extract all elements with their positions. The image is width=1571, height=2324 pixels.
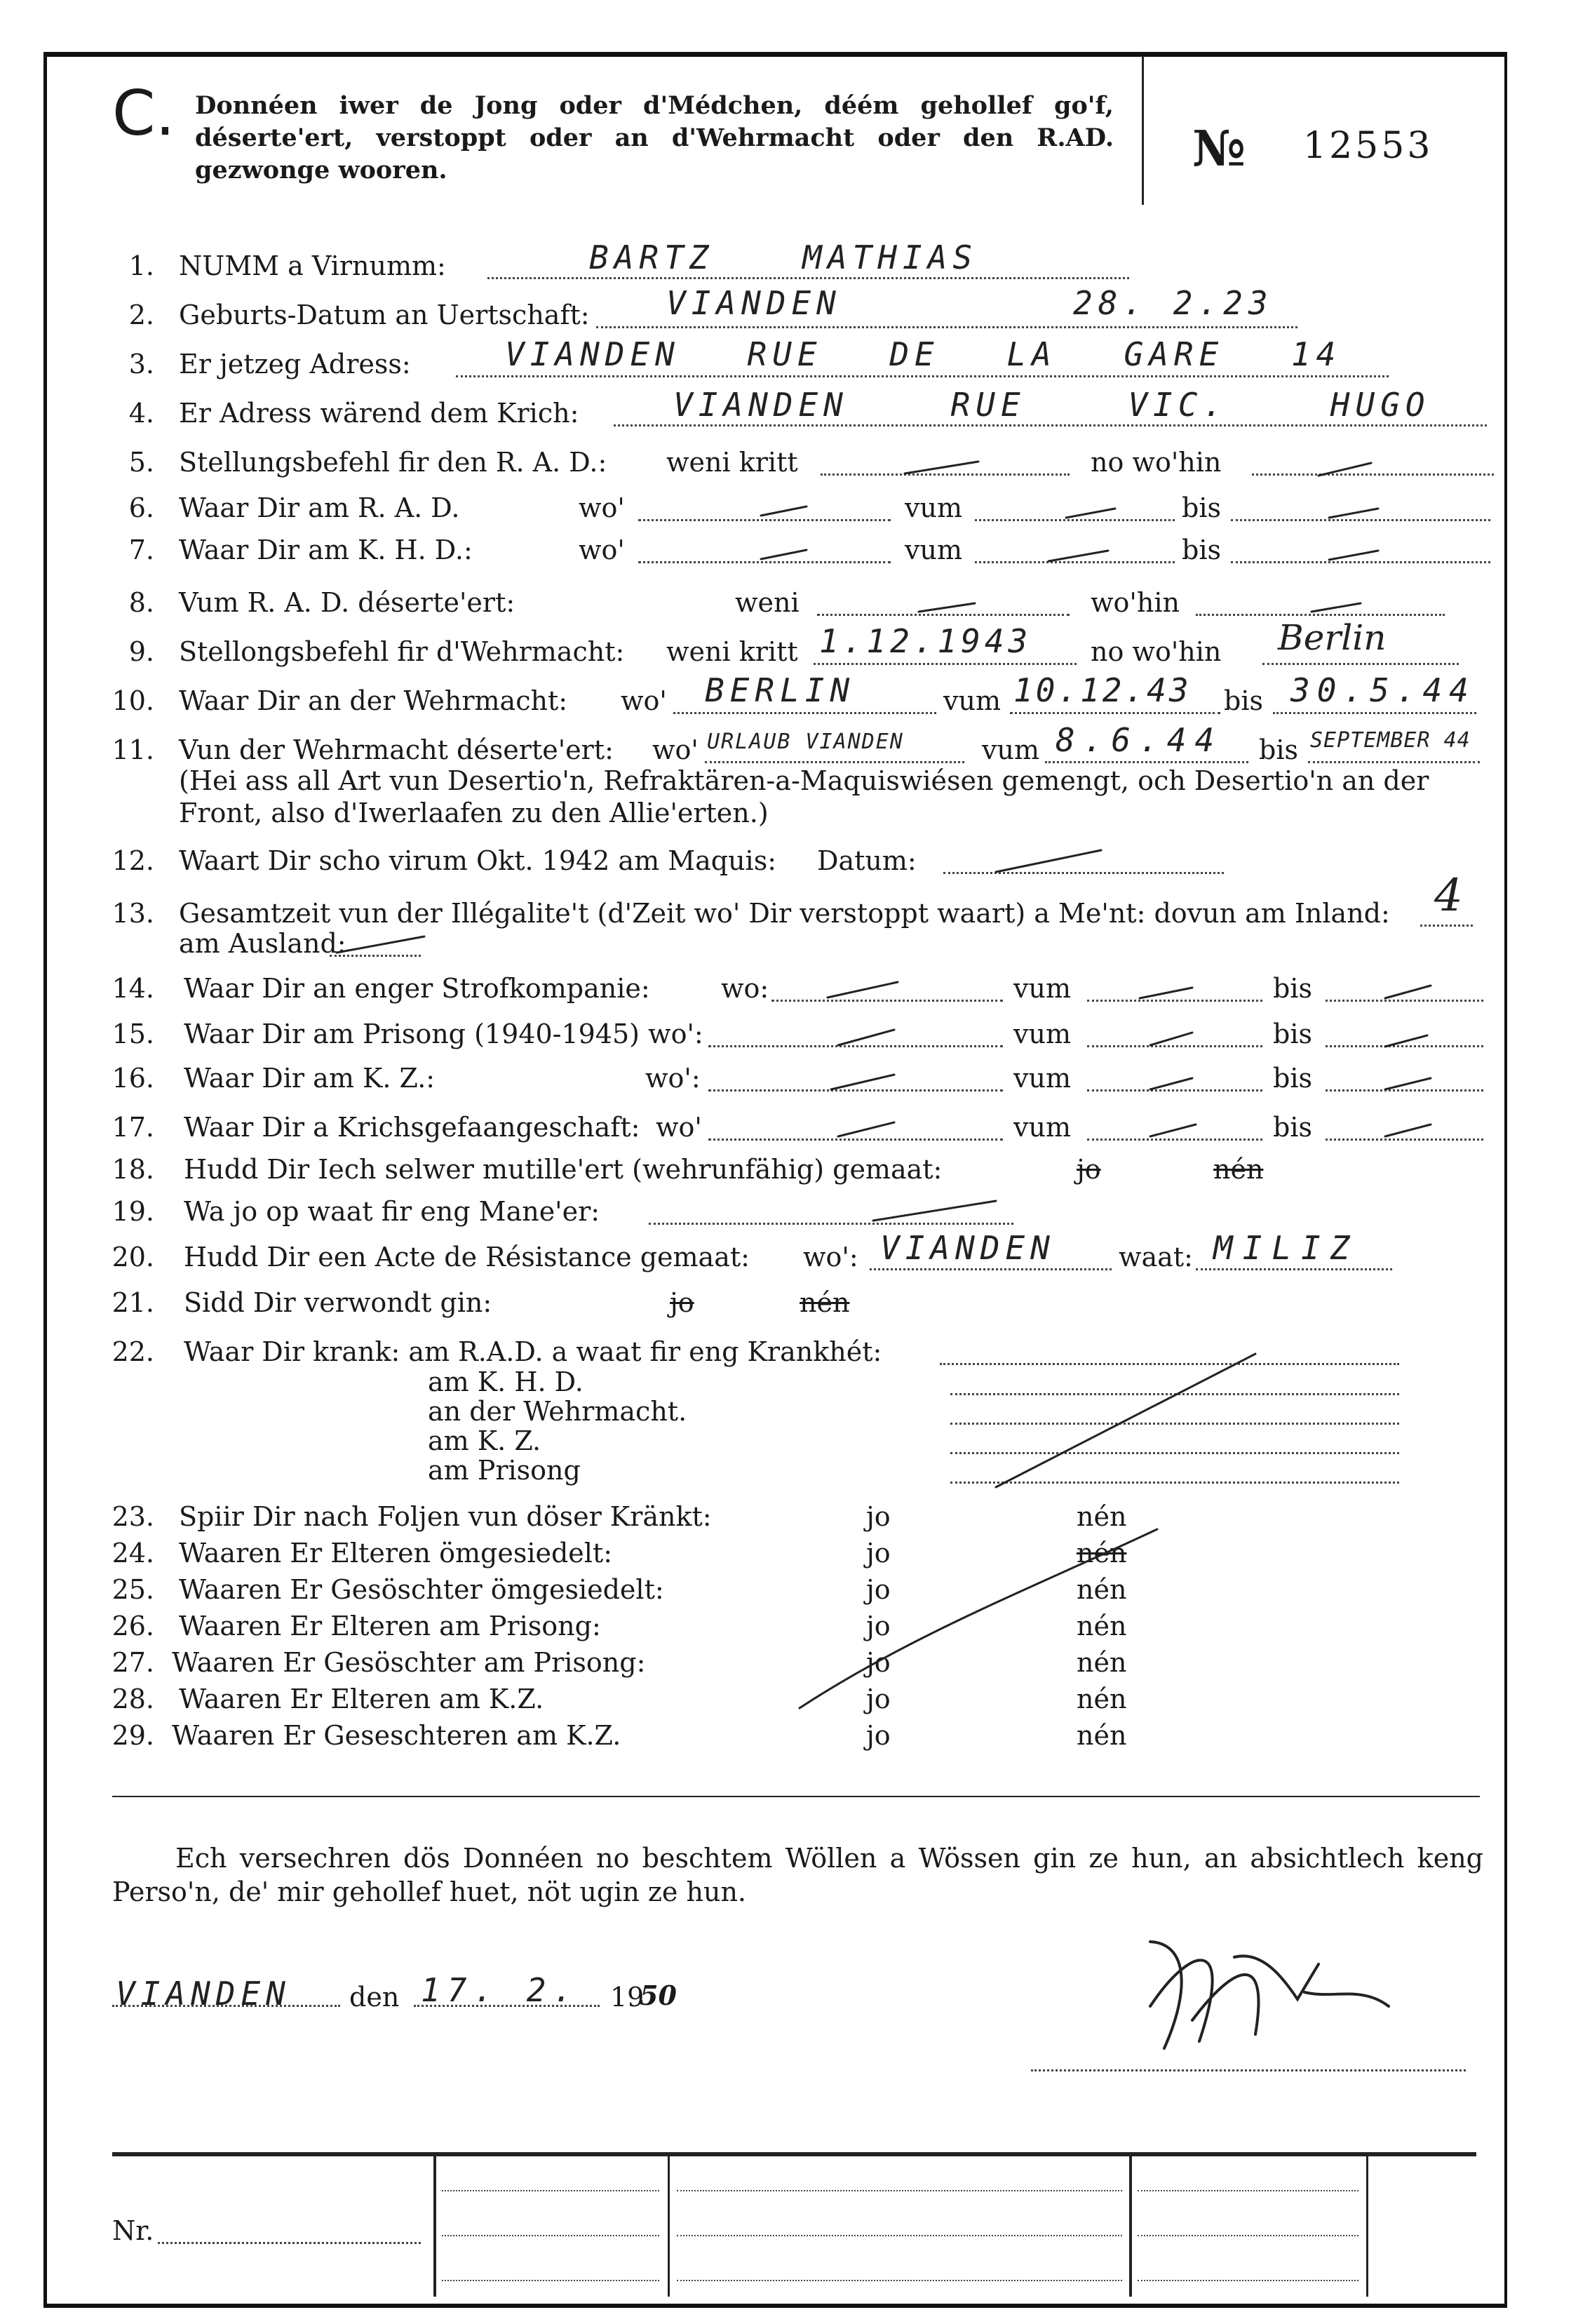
q22-label: Waar Dir krank: am R.A.D. a waat fir eng Krankhét: — [184, 1336, 882, 1367]
q3-answer: VIANDEN RUE DE LA GARE 14 — [505, 335, 1342, 373]
q23-label: Spiir Dir nach Foljen vun döser Kränkt: — [179, 1501, 712, 1532]
q9-field-when: weni kritt — [666, 636, 798, 667]
number-symbol: № — [1192, 119, 1246, 177]
q17-label: Waar Dir a Krichsgefaangeschaft: — [184, 1112, 640, 1143]
q27-nen: nén — [1077, 1647, 1127, 1678]
q27-jo: jo — [866, 1647, 891, 1678]
q5-dash — [1319, 463, 1371, 476]
q15-number: 15. — [112, 1019, 154, 1049]
q17-dash — [838, 1122, 894, 1136]
q16-label: Waar Dir am K. Z.: — [184, 1063, 436, 1094]
q25-label: Waaren Er Gesöschter ömgesiedelt: — [179, 1574, 664, 1605]
q15-field-to: bis — [1273, 1019, 1312, 1049]
q25-number: 25. — [112, 1574, 154, 1605]
q14-number: 14. — [112, 973, 154, 1004]
signature-year-suffix: 50 — [640, 1980, 677, 2011]
q2-answer-place: VIANDEN — [666, 284, 842, 322]
q16-field-where: wo': — [645, 1063, 701, 1094]
q21-label: Sidd Dir verwondt gin: — [184, 1287, 492, 1318]
q13-number: 13. — [112, 898, 154, 929]
q20-field-where: wo': — [803, 1242, 858, 1272]
q23-nen: nén — [1077, 1501, 1127, 1532]
q16-field-to: bis — [1273, 1063, 1312, 1094]
q1-answer: BARTZ MATHIAS — [589, 239, 978, 276]
q24-label: Waaren Er Elteren ömgesiedelt: — [179, 1538, 613, 1569]
q9-answer-place: Berlin — [1278, 617, 1387, 658]
q8-dash — [1312, 603, 1361, 612]
q17-dash — [1385, 1124, 1431, 1136]
q25-jo: jo — [866, 1574, 891, 1605]
q3-number: 3. — [128, 349, 154, 380]
q12-dash — [996, 850, 1101, 872]
q27-number: 27. — [112, 1647, 154, 1678]
q7-dash — [1329, 551, 1378, 560]
q7-field-to: bis — [1182, 535, 1221, 565]
q18-label: Hudd Dir Iech selwer mutille'ert (wehrunfähig) gemaat: — [184, 1154, 943, 1185]
q28-label: Waaren Er Elteren am K.Z. — [179, 1684, 544, 1714]
form-number: 12553 — [1303, 125, 1434, 167]
q21-number: 21. — [112, 1287, 154, 1318]
q1-label: NUMM a Virnumm: — [179, 250, 446, 281]
q22-sub-khd: am K. H. D. — [428, 1366, 584, 1397]
q18-number: 18. — [112, 1154, 154, 1185]
q26-jo: jo — [866, 1611, 891, 1641]
section-letter: C. — [112, 77, 175, 149]
q15-field-from: vum — [1013, 1019, 1071, 1049]
q24-nen: nén — [1077, 1538, 1127, 1569]
q10-answer-where: BERLIN — [705, 671, 856, 709]
q4-answer: VIANDEN RUE VIC. HUGO — [673, 386, 1431, 424]
q6-field-to: bis — [1182, 492, 1221, 523]
q15-label: Waar Dir am Prisong (1940-1945) wo': — [184, 1019, 703, 1049]
q24-jo: jo — [866, 1538, 891, 1569]
q16-number: 16. — [112, 1063, 154, 1094]
q8-field-when: weni — [735, 587, 800, 618]
q8-number: 8. — [128, 587, 154, 618]
q8-label: Vum R. A. D. déserte'ert: — [179, 587, 515, 618]
q9-label: Stellongsbefehl fir d'Wehrmacht: — [179, 636, 625, 667]
q29-nen: nén — [1077, 1720, 1127, 1751]
q18-nen: nén — [1213, 1154, 1264, 1185]
q6-dash — [1329, 509, 1378, 518]
q28-jo: jo — [866, 1684, 891, 1714]
q7-label: Waar Dir am K. H. D.: — [179, 535, 473, 565]
q11-field-to: bis — [1259, 734, 1298, 765]
declaration-text: Ech versechren dös Donnéen no beschtem Wöllen a Wössen gin ze hun, an absichtlech keng Perso'n, de' mir gehollef huet, nöt ugin ze hun. — [112, 1843, 1483, 1907]
q17-field-where: wo' — [656, 1112, 702, 1143]
q6-dash — [1066, 509, 1115, 518]
q11-answer-from: 8.6.44 — [1056, 721, 1223, 759]
q2-answer-date: 28. 2.23 — [1073, 284, 1274, 322]
q14-field-where: wo: — [721, 973, 769, 1004]
q6-number: 6. — [128, 492, 154, 523]
q19-label: Wa jo op waat fir eng Mane'er: — [184, 1196, 600, 1227]
q15-dash — [1385, 1035, 1427, 1047]
q11-label: Vun der Wehrmacht déserte'ert: — [179, 734, 614, 765]
q6-field-where: wo' — [579, 492, 625, 523]
q7-field-from: vum — [905, 535, 962, 565]
q4-number: 4. — [128, 398, 154, 429]
q10-field-to: bis — [1224, 685, 1263, 716]
q10-answer-to: 30.5.44 — [1290, 671, 1476, 709]
q5-dash — [905, 462, 978, 473]
q28-number: 28. — [112, 1684, 154, 1714]
q22-cross — [996, 1354, 1255, 1487]
q11-note: (Hei ass all Art vun Desertio'n, Refraktären-a-Maquiswiésen gemengt, och Desertio'n an der Front, also d'Iwerlaafen zu den Allie'erten.) — [179, 765, 1429, 828]
q27-label: Waaren Er Gesöschter am Prisong: — [172, 1647, 646, 1678]
q6-label: Waar Dir am R. A. D. — [179, 492, 460, 523]
q7-field-where: wo' — [579, 535, 625, 565]
q6-dash — [761, 506, 807, 516]
q14-dash — [828, 982, 898, 998]
signature-place: VIANDEN — [116, 1975, 291, 2013]
q11-field-from: vum — [982, 734, 1039, 765]
signature-year-prefix: 19 — [610, 1982, 645, 2013]
q17-field-from: vum — [1013, 1112, 1071, 1143]
q10-field-from: vum — [943, 685, 1001, 716]
q25-nen: nén — [1077, 1574, 1127, 1605]
q6-field-from: vum — [905, 492, 962, 523]
q7-dash — [761, 550, 807, 559]
q29-jo: jo — [866, 1720, 891, 1751]
q10-field-where: wo' — [621, 685, 667, 716]
q2-number: 2. — [128, 300, 154, 330]
q20-answer-where: VIANDEN — [880, 1229, 1056, 1267]
q10-label: Waar Dir an der Wehrmacht: — [179, 685, 568, 716]
q16-dash — [1385, 1078, 1431, 1089]
q16-dash — [831, 1075, 894, 1089]
signature-den: den — [349, 1982, 400, 2013]
q12-label: Waart Dir scho virum Okt. 1942 am Maquis: — [179, 845, 777, 876]
form-heading: Donnéen iwer de Jong oder d'Médchen, déém gehollef go'f, déserte'ert, verstoppt oder an d'Wehrmacht oder den R.AD. gezwonge wooren. — [195, 91, 1114, 184]
q20-label: Hudd Dir een Acte de Résistance gemaat: — [184, 1242, 750, 1272]
q19-number: 19. — [112, 1196, 154, 1227]
q21-jo: jo — [670, 1287, 694, 1318]
q22-sub-prisong: am Prisong — [428, 1455, 581, 1486]
signature-scribble — [1150, 1942, 1389, 2048]
q16-dash — [1150, 1078, 1192, 1089]
q13-answer-inland: 4 — [1434, 870, 1463, 922]
q1-number: 1. — [128, 250, 154, 281]
q5-field-where: no wo'hin — [1091, 447, 1222, 478]
q20-number: 20. — [112, 1242, 154, 1272]
q15-dash — [1150, 1033, 1192, 1045]
footer-nr-label: Nr. — [112, 2215, 154, 2246]
q15-dash — [838, 1030, 894, 1045]
q5-field-when: weni kritt — [666, 447, 798, 478]
q29-label: Waaren Er Geseschteren am K.Z. — [172, 1720, 621, 1751]
q23-jo: jo — [866, 1501, 891, 1532]
q13-label: Gesamtzeit vun der Illégalite't (d'Zeit wo' Dir verstoppt waart) a Me'nt: dovun am Inland: — [179, 898, 1390, 929]
q26-label: Waaren Er Elteren am Prisong: — [179, 1611, 601, 1641]
q26-number: 26. — [112, 1611, 154, 1641]
q24-number: 24. — [112, 1538, 154, 1569]
q11-number: 11. — [112, 734, 154, 765]
q14-field-from: vum — [1013, 973, 1071, 1004]
q21-nen: nén — [800, 1287, 850, 1318]
q7-dash — [1049, 551, 1108, 561]
q11-field-where: wo' — [652, 734, 699, 765]
q22-sub-wehrmacht: an der Wehrmacht. — [428, 1396, 687, 1427]
q9-field-where: no wo'hin — [1091, 636, 1222, 667]
q10-number: 10. — [112, 685, 154, 716]
q9-answer-date: 1.12.1943 — [819, 622, 1032, 660]
q13-label-ausland: am Ausland: — [179, 928, 346, 959]
q23-number: 23. — [112, 1501, 154, 1532]
q11-answer-where: URLAUB VIANDEN — [707, 730, 904, 754]
q17-number: 17. — [112, 1112, 154, 1143]
q12-number: 12. — [112, 845, 154, 876]
q14-dash — [1385, 986, 1431, 998]
q16-field-from: vum — [1013, 1063, 1071, 1094]
q20-field-what: waat: — [1119, 1242, 1193, 1272]
q17-field-to: bis — [1273, 1112, 1312, 1143]
q28-nen: nén — [1077, 1684, 1127, 1714]
q26-nen: nén — [1077, 1611, 1127, 1641]
q4-label: Er Adress wärend dem Krich: — [179, 398, 579, 429]
q2-label: Geburts-Datum an Uertschaft: — [179, 300, 590, 330]
q24-29-cross — [800, 1529, 1157, 1708]
q17-dash — [1150, 1124, 1196, 1136]
q7-number: 7. — [128, 535, 154, 565]
q12-field-date: Datum: — [817, 845, 917, 876]
q22-sub-kz: am K. Z. — [428, 1425, 541, 1456]
q14-label: Waar Dir an enger Strofkompanie: — [184, 973, 650, 1004]
q8-field-where: wo'hin — [1091, 587, 1180, 618]
q5-label: Stellungsbefehl fir den R. A. D.: — [179, 447, 607, 478]
q5-number: 5. — [128, 447, 154, 478]
q19-dash — [873, 1201, 996, 1221]
q20-answer-what: MILIZ — [1213, 1229, 1360, 1267]
q22-number: 22. — [112, 1336, 154, 1367]
q10-answer-from: 10.12.43 — [1013, 671, 1192, 709]
q29-number: 29. — [112, 1720, 154, 1751]
q13-dash — [337, 936, 424, 953]
q11-answer-to: SEPTEMBER 44 — [1310, 728, 1471, 753]
q18-jo: jo — [1077, 1154, 1101, 1185]
q8-dash — [919, 603, 975, 612]
q9-number: 9. — [128, 636, 154, 667]
q14-dash — [1140, 988, 1192, 998]
q14-field-to: bis — [1273, 973, 1312, 1004]
q3-label: Er jetzeg Adress: — [179, 349, 411, 380]
signature-date: 17. 2. — [421, 1971, 580, 2009]
